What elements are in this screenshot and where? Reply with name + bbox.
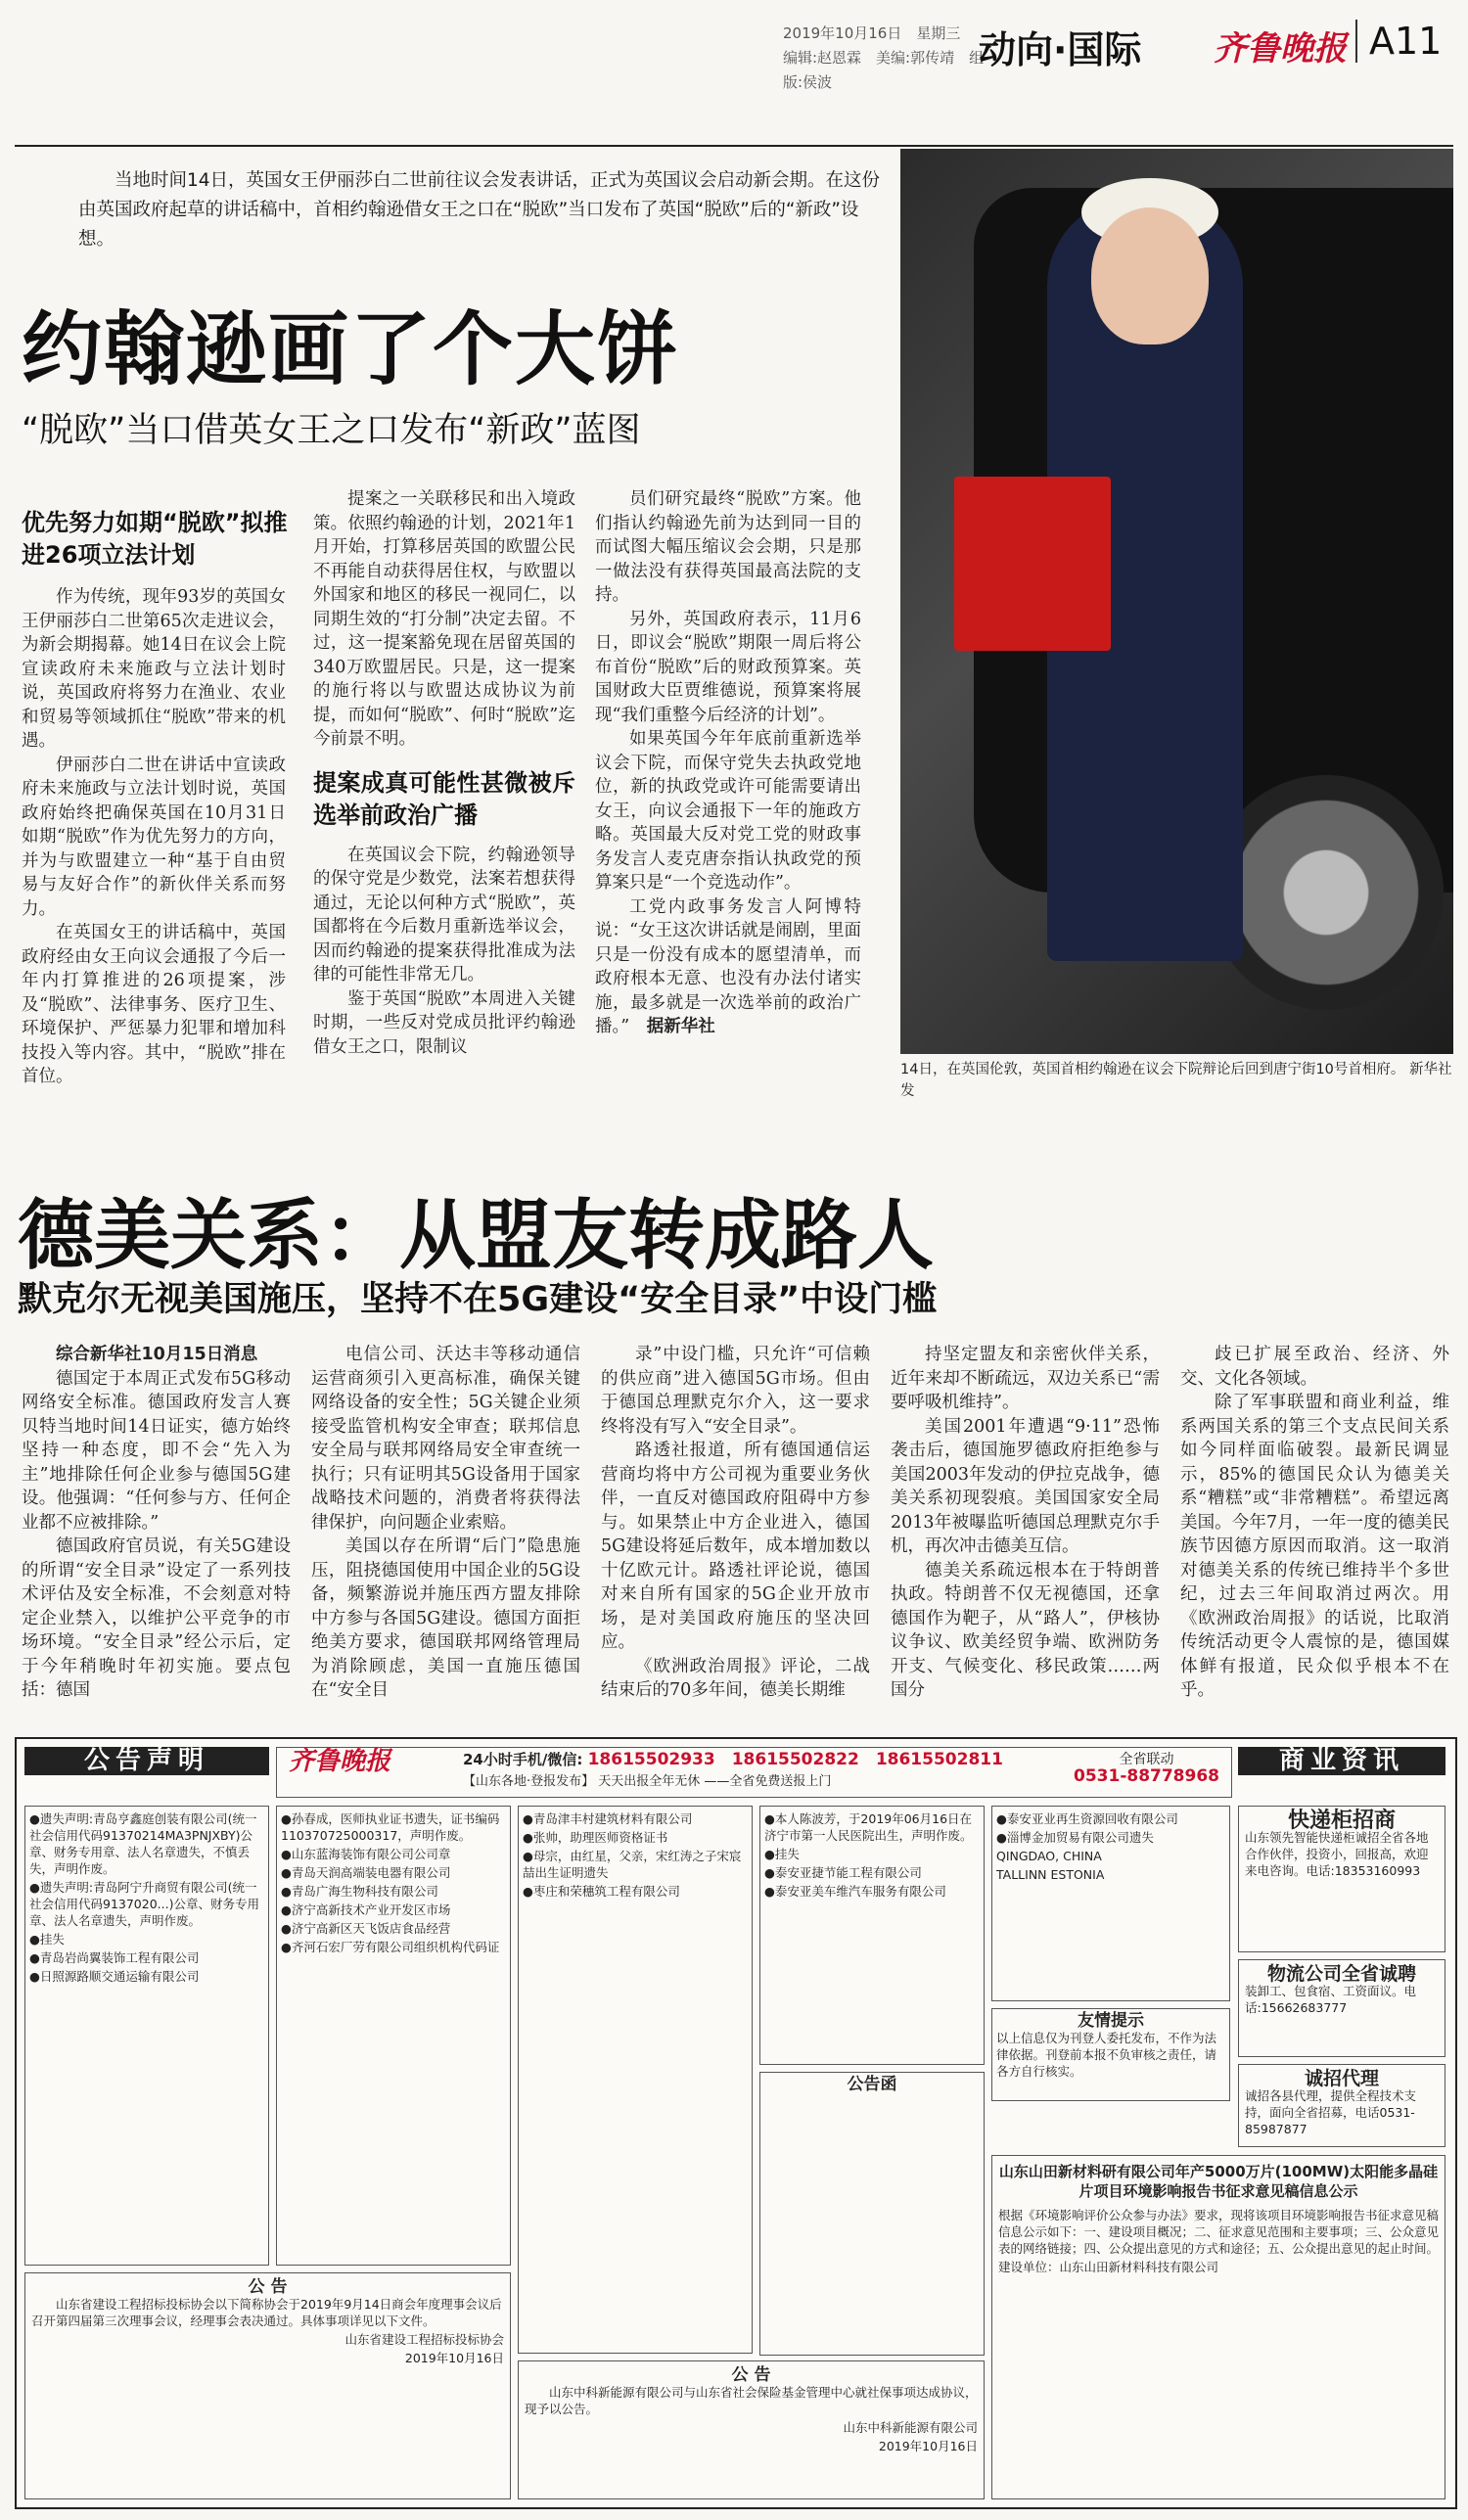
classified-item: ●济宁高新区天飞饭店食品经营	[281, 1921, 451, 1936]
article1-headline: 约翰逊画了个大饼	[22, 303, 680, 396]
newspaper-logo: 齐鲁晚报	[1214, 29, 1347, 69]
head-shape	[1091, 207, 1209, 344]
classified-item: ●山东蓝海装饰有限公司公司章	[281, 1847, 451, 1861]
article1-column-1	[22, 585, 286, 1089]
paragraph: 录”中设门槛，只允许“可信赖的供应商”进入德国5G市场。但由于德国总理默克尔介入，这一要求终将没有写入“安全目录”。	[601, 1345, 870, 1437]
classified-item: ●遗失声明:青岛亨鑫庭创装有限公司(统一社会信用代码91370214MA3PNJXBY)公章、财务专用章、法人名章遗失，不慎丢失，声明作废。	[29, 1811, 257, 1876]
article2-dateline: 综合新华社10月15日消息	[56, 1345, 258, 1364]
header-rule	[15, 145, 1453, 147]
banner-slogan: 【山东各地·登报发布】 天天出报全年无休 ——全省免费送报上门	[463, 1774, 832, 1789]
article2-column-2	[311, 1343, 580, 1703]
classified-item: QINGDAO, CHINA	[996, 1849, 1102, 1863]
classified-item: TALLINN ESTONIA	[996, 1867, 1105, 1882]
paragraph: 德美关系疏远根本在于特朗普执政。特朗普不仅无视德国，还拿德国作为靶子，从“路人”，伊核协议争议、欧美经贸争端、欧洲防务开支、气候变化、移民政策……两国分	[891, 1560, 1160, 1700]
paragraph: 德国政府官员说，有关5G建设的所谓“安全目录”设定了一系列技术评估及安全标准，不会刻意对特定企业禁入，以维护公平竞争的市场环境。“安全目录”经公示后，定于今年稍晚时年初实施。要点包括：德国	[22, 1536, 291, 1700]
paragraph: 持坚定盟友和亲密伙伴关系，近年来却不断疏远，双边关系已“需要呼吸机维持”。	[891, 1345, 1160, 1412]
biz-ad-2	[1238, 1959, 1445, 2057]
biz-ad-3-title: 诚招代理	[1304, 2068, 1379, 2089]
wheel-shape	[1209, 775, 1444, 1010]
banner-union-phone: 0531-88778968	[1074, 1766, 1219, 1786]
paragraph	[595, 895, 861, 1039]
biz-ad-1	[1238, 1806, 1445, 1952]
announcement-1-text: 山东省建设工程招标投标协会以下简称协会于2019年9月14日商会年度理事会议后召开第四届第三次理事会议，经理事会表决通过。具体事项详见以下文件。	[31, 2297, 502, 2328]
biz-ad-1-text: 山东领先智能快递柜诚招全省各地合作伙伴，投资小，回报高，欢迎来电咨询。电话:18353160993	[1245, 1830, 1429, 1878]
business-header	[1238, 1747, 1445, 1796]
banner-logo: 齐鲁晚报	[289, 1747, 391, 1776]
biz-ad-1-title: 快递柜招商	[1287, 1809, 1396, 1833]
paragraph: 美国2001年遭遇“9·11”恐怖袭击后，德国施罗德政府拒绝参与美国2003年发动的伊拉克战争，德美关系初现裂痕。美国国家安全局2013年被曝监听德国总理默克尔手机，再次冲击德美互信。	[891, 1416, 1160, 1556]
classified-item: ●青岛广海生物科技有限公司	[281, 1884, 438, 1899]
paragraph: 伊丽莎白二世在讲话中宣读政府未来施政与立法计划时说，英国政府始终把确保英国在10月31日如期“脱欧”作为优先努力的方向，并为与欧盟建立一种“基于自由贸易与友好合作”的新伙伴关系而努力。	[22, 755, 286, 919]
classified-item: ●母宗，由红星，父亲，宋红涛之子宋宸喆出生证明遗失	[523, 1849, 742, 1880]
classified-item: ●泰安亚捷节能工程有限公司	[764, 1865, 922, 1880]
weekday: 星期三	[916, 24, 961, 42]
paragraph: 在英国女王的讲话稿中，英国政府经由女王向议会通报了今后一年内打算推进的26项提案，涉及“脱欧”、法律事务、医疗卫生、环境保护、严惩暴力犯罪和增加科技投入等内容。其中，“脱欧”排在首位。	[22, 923, 286, 1086]
header-meta	[783, 22, 1003, 95]
friendly-tip	[991, 2008, 1230, 2101]
eia-notice-text: 根据《环境影响评价公众参与办法》要求，现将该项目环境影响报告书征求意见稿信息公示如下：一、建设项目概况；二、征求意见范围和主要事项；三、公众意见表的网络链接；四、公众提出意见的方式和途径；五、公众提出意见的起止时间。	[998, 2208, 1440, 2256]
classified-item: ●济宁高新技术产业开发区市场	[281, 1902, 451, 1917]
johnson-photo	[900, 149, 1453, 1054]
article2-subheadline: 默克尔无视美国施压，坚持不在5G建设“安全目录”中设门槛	[18, 1280, 938, 1319]
eia-notice-contact: 建设单位：山东山田新材料科技有限公司	[998, 2260, 1219, 2274]
article2-headline: 德美关系：从盟友转成路人	[18, 1192, 935, 1280]
classified-item: ●淄博金加贸易有限公司遗失	[996, 1830, 1154, 1845]
classified-item: ●遗失声明:青岛阿宁升商贸有限公司(统一社会信用代码9137020...)公章、财务专用章、法人名章遗失，声明作废。	[29, 1880, 259, 1928]
paragraph-text: 工党内政事务发言人阿博特说：“女王这次讲话就是闹剧，里面只是一份没有成本的愿望清单，而政府根本无意、也没有办法付诸实施，最多就是一次选举前的政治广播。”	[595, 896, 861, 1036]
classified-item: ●挂失	[29, 1932, 65, 1947]
classified-item: ●日照源路顺交通运输有限公司	[29, 1969, 200, 1984]
photo-caption: 14日，在英国伦敦，英国首相约翰逊在议会下院辩论后回到唐宁街10号首相府。 新华社发	[900, 1062, 1452, 1099]
article2-column-3	[601, 1343, 870, 1703]
paragraph: 《欧洲政治周报》评论，二战结束后的70多年间，德美长期维	[601, 1656, 870, 1700]
banner-hotline	[463, 1752, 1003, 1768]
article1-column-2	[313, 487, 575, 1059]
biz-ad-2-title: 物流公司全省诚聘	[1266, 1963, 1416, 1985]
article1-subhead-2: 提案成真可能性甚微被斥选举前政治广播	[313, 768, 575, 829]
biz-ad-3	[1238, 2064, 1445, 2147]
paragraph: 作为传统，现年93岁的英国女王伊丽莎白二世第65次走进议会，为新会期揭幕。她14日在议会上院宣读政府未来施政与立法计划时说，英国政府将努力在渔业、农业和贸易等领域抓住“脱欧”带来的机遇。	[22, 587, 286, 751]
issue-date: 2019年10月16日	[783, 24, 902, 42]
biz-ad-3-text: 诚招各县代理，提供全程技术支持，面向全省招募，电话0531-85987877	[1245, 2088, 1417, 2136]
classified-item: ●张帅，助理医师资格证书	[523, 1830, 668, 1845]
paragraph: 除了军事联盟和商业利益，维系两国关系的第三个支点民间关系如今同样面临破裂。最新民调显示，85%的德国民众认为德美关系“糟糕”或“非常糟糕”。希望远离美国。今年7月，一年一度的德美民族节因德方原因而取消。这一取消对德美关系的传统已维持半个多世纪，过去三年间取消过两次。用《欧洲政治周报》的话说，比取消传统活动更令人震惊的是，德国媒体鲜有报道，民众似乎根本不在乎。	[1180, 1393, 1449, 1700]
classified-column-d	[759, 1806, 985, 2065]
article1-column-3	[595, 487, 861, 1039]
biz-ad-2-text: 装卸工、包食宿、工资面议。电话:15662683777	[1245, 1984, 1417, 2015]
notice-header	[24, 1747, 269, 1796]
paragraph: 如果英国今年年底前重新选举议会下院，而保守党失去执政党地位，新的执政党或许可能需要请出女王，向议会通报下一年的施政方略。英国最大反对党工党的财政事务发言人麦克唐奈指认执政党的预算案只是“一个竞选动作”。	[595, 729, 861, 893]
notice-title: 公告声明	[24, 1747, 269, 1775]
article1-subhead-1: 优先努力如期“脱欧”拟推进26项立法计划	[22, 509, 288, 569]
paragraph: 员们研究最终“脱欧”方案。他们指认约翰逊先前为达到同一目的而试图大幅压缩议会会期，只是那一做法没有获得英国最高法院的支持。	[595, 489, 861, 605]
announcement-1-date: 2019年10月16日	[404, 2351, 504, 2365]
banner-union	[1074, 1752, 1219, 1785]
paragraph: 鉴于英国“脱欧”本周进入关键时期，一些反对党成员批评约翰逊借女王之口，限制议	[313, 988, 575, 1057]
classified-item: ●青岛岩尚翼装饰工程有限公司	[29, 1950, 200, 1965]
classified-item: ●泰安亚美车维汽车服务有限公司	[764, 1884, 946, 1899]
classified-item: ●挂失	[764, 1847, 800, 1861]
article2-column-1	[22, 1343, 291, 1703]
eia-notice	[991, 2155, 1445, 2499]
classified-item: ●孙春成，医师执业证书遗失，证书编码110370725000317，声明作废。	[281, 1811, 500, 1843]
page-number: A11	[1355, 20, 1442, 63]
announcement-1	[24, 2272, 511, 2499]
classified-column-c	[518, 1806, 753, 2354]
announcement-2	[518, 2360, 985, 2499]
paragraph: 德国定于本周正式发布5G移动网络安全标准。德国政府发言人赛贝特当地时间14日证实，德方始终坚持一种态度，即不会“先入为主”地排除任何企业参与德国5G建设。他强调：“任何参与方、任何企业都不应被排除。”	[22, 1368, 291, 1533]
hotline-banner	[276, 1747, 1232, 1798]
banner-union-label: 全省联动	[1119, 1752, 1174, 1767]
paragraph: 在英国议会下院，约翰逊领导的保守党是少数党，法案若想获得通过，无论以何种方式“脱欧”，英国都将在今后数月重新选举议会，因而约翰逊的提案获得批准成为法律的可能性非常无几。	[313, 845, 575, 985]
classified-column-b	[276, 1806, 511, 2266]
announcement-2-footer: 山东中科新能源有限公司	[843, 2420, 978, 2435]
classified-item: ●枣庄和荣穗筑工程有限公司	[523, 1884, 680, 1899]
article1-source: 据新华社	[646, 1017, 715, 1036]
announcement-2-text: 山东中科新能源有限公司与山东省社会保险基金管理中心就社保事项达成协议，现予以公告。	[525, 2385, 978, 2416]
header-date-line	[783, 22, 1003, 46]
classified-item: ●青岛津丰村建筑材料有限公司	[523, 1811, 693, 1826]
classifieds-section	[15, 1737, 1457, 2509]
paragraph: 歧已扩展至政治、经济、外交、文化各领域。	[1180, 1345, 1449, 1389]
classified-column-a	[24, 1806, 269, 2266]
friendly-tip-text: 以上信息仅为刊登人委托发布，不作为法律依据。刊登前本报不负审核之责任，请各方自行核实。	[996, 2031, 1217, 2079]
notice-letter-title: 公告函	[847, 2075, 897, 2094]
paragraph: 电信公司、沃达丰等移动通信运营商须引入更高标准，确保关键网络设备的安全性；5G关键企业须接受监管机构安全审查；联邦信息安全局与联邦网络局安全审查统一执行；只有证明其5G设备用于国家战略技术问题的，消费者将获得法律保护，向问题企业索赔。	[311, 1345, 580, 1533]
article2-column-5	[1180, 1343, 1449, 1703]
classified-item: ●齐河石宏厂劳有限公司组织机构代码证	[281, 1940, 500, 1954]
banner-hotline-label: 24小时手机/微信:	[463, 1751, 583, 1768]
announcement-1-title: 公 告	[248, 2277, 288, 2297]
red-box-shape	[954, 477, 1111, 651]
notice-letter	[759, 2072, 985, 2356]
classified-item: ●本人陈波芳，于2019年06月16日在济宁市第一人民医院出生，声明作废。	[764, 1811, 973, 1843]
paragraph: 路透社报道，所有德国通信运营商均将中方公司视为重要业务伙伴，一直反对德国政府阻碍中方参与。如果禁止中方企业进入，德国5G建设将延后数年，成本增加数以十亿欧元计。路透社评论说，德国对来自所有国家的5G企业开放市场，是对美国政府施压的坚决回应。	[601, 1441, 870, 1652]
article1-subheadline: “脱欧”当口借英女王之口发布“新政”蓝图	[22, 411, 641, 450]
editors: 编辑:赵恩霖 美编:郭传靖 组版:侯波	[783, 49, 985, 91]
business-title: 商业资讯	[1238, 1747, 1445, 1775]
announcement-2-title: 公 告	[731, 2365, 771, 2385]
eia-notice-title: 山东山田新材料研有限公司年产5000万片(100MW)太阳能多晶硅片项目环境影响报告书征求意见稿信息公示	[998, 2163, 1439, 2200]
article1-lead: 当地时间14日，英国女王伊丽莎白二世前往议会发表讲话，正式为英国议会启动新会期。在这份由英国政府起草的讲话稿中，首相约翰逊借女王之口在“脱欧”当口发布了英国“脱欧”后的“新政”设想。	[78, 170, 881, 250]
classified-item: ●青岛天润高端装电器有限公司	[281, 1865, 451, 1880]
classified-column-e	[991, 1806, 1230, 2001]
paragraph: 美国以存在所谓“后门”隐患施压，阻挠德国使用中国企业的5G设备，频繁游说并施压西方盟友排除中方参与各国5G建设。德国方面拒绝美方要求，德国联邦网络管理局为消除顾虑，美国一直施压德国在“安全目	[311, 1536, 580, 1700]
banner-phones: 18615502933 18615502822 18615502811	[587, 1750, 1003, 1769]
section-name: 动向·国际	[979, 28, 1142, 71]
paragraph: 另外，英国政府表示，11月6日，即议会“脱欧”期限一周后将公布首份“脱欧”后的财政预算案。英国财政大臣贾维德说，预算案将展现“我们重整今后经济的计划”。	[595, 609, 861, 725]
paragraph: 提案之一关联移民和出入境政策。依照约翰逊的计划，2021年1月开始，打算移居英国的欧盟公民不再能自动获得居住权，与欧盟以外国家和地区的移民一视同仁，以同期生效的“打分制”决定去留。不过，这一提案豁免现在居留英国的340万欧盟居民。只是，这一提案的施行将以与欧盟达成协议为前提，而如何“脱欧”、何时“脱欧”迄今前景不明。	[313, 489, 575, 749]
classified-item: ●泰安亚业再生资源回收有限公司	[996, 1811, 1178, 1826]
friendly-tip-title: 友情提示	[1078, 2011, 1144, 2031]
announcement-2-date: 2019年10月16日	[878, 2439, 978, 2453]
announcement-1-footer: 山东省建设工程招标投标协会	[344, 2332, 504, 2347]
article2-column-4	[891, 1343, 1160, 1703]
